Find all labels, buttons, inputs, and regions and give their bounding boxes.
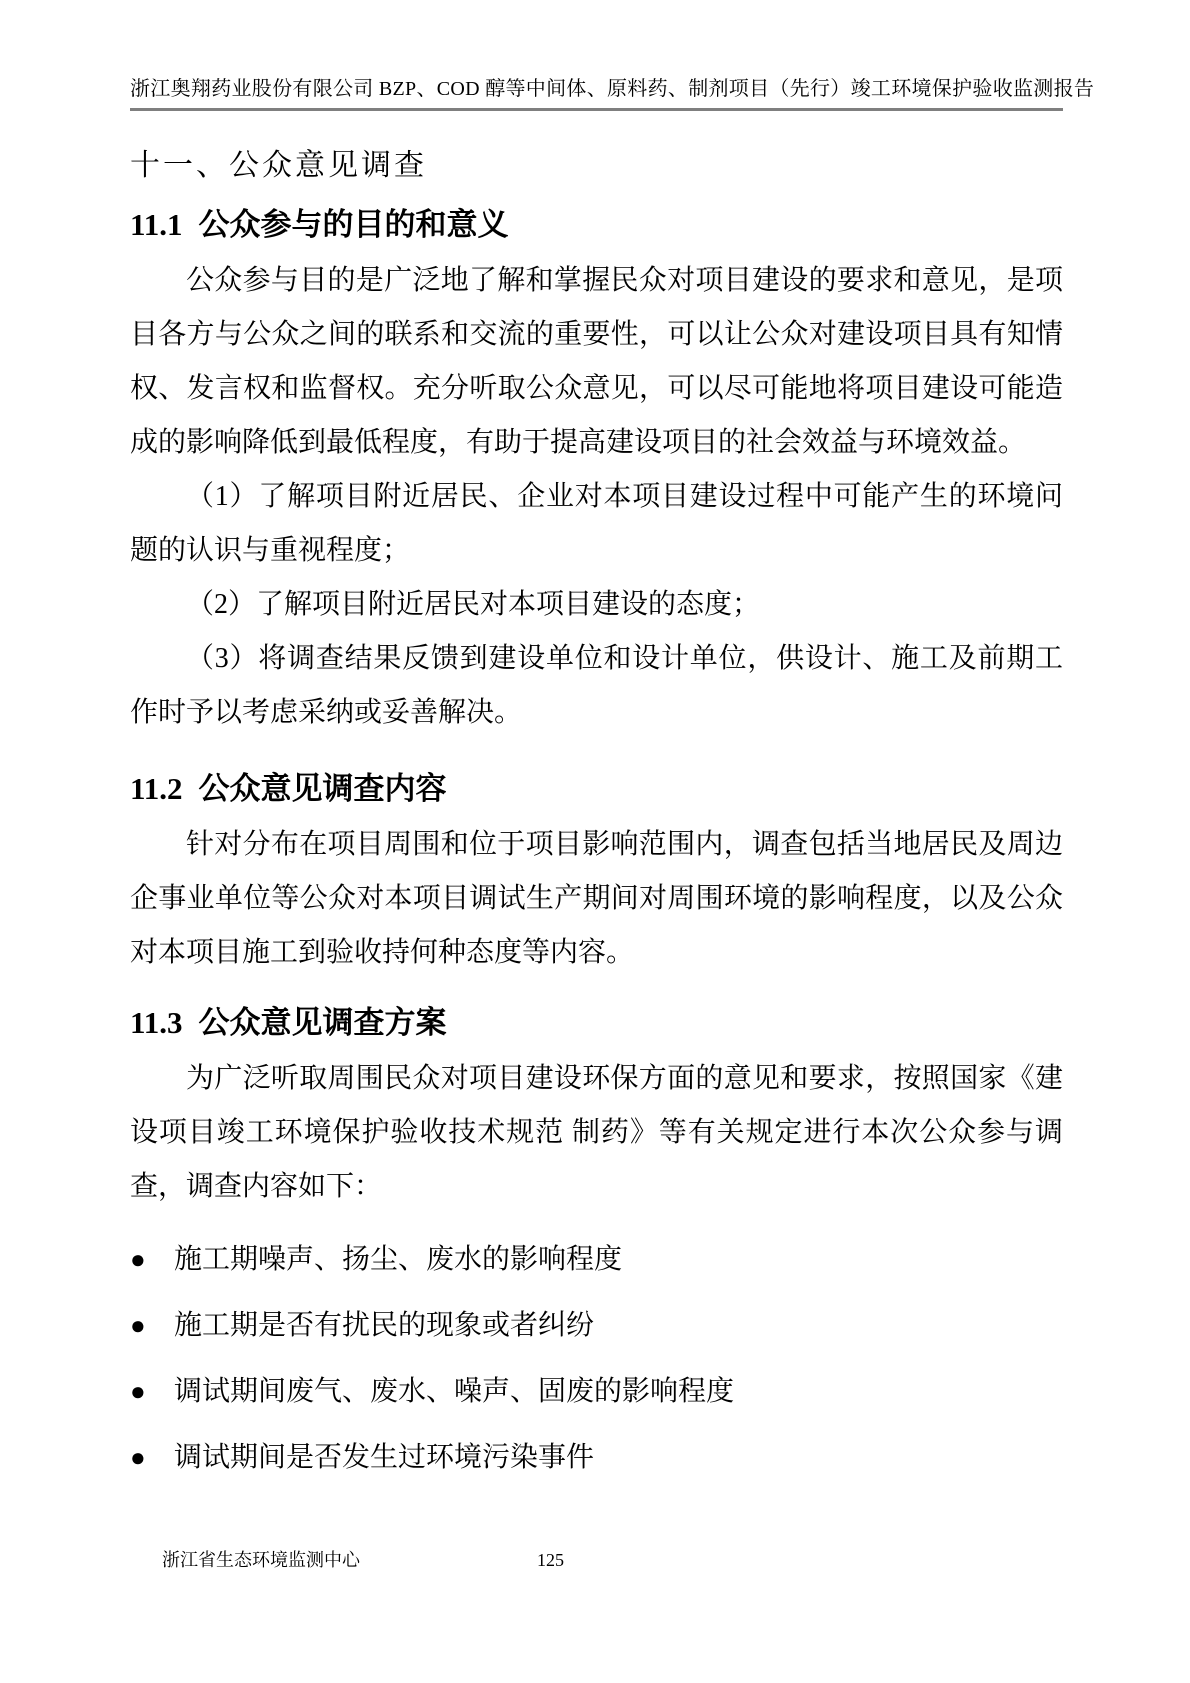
list-item — [130, 1240, 1063, 1280]
section-title: 公众意见调查方案 — [198, 1005, 447, 1040]
footer-organization: 浙江省生态环境监测中心 — [162, 1550, 360, 1570]
paragraph: 针对分布在项目周围和位于项目影响范围内，调查包括当地居民及周边企事业单位等公众对本项目调试生产期间对周围环境的影响程度，以及公众对本项目施工到验收持何种态度等内容。 — [130, 829, 1063, 968]
paragraph: （1）了解项目附近居民、企业对本项目建设过程中可能产生的环境问题的认识与重视程度； — [130, 481, 1063, 566]
survey-item-list — [130, 1240, 1063, 1478]
list-item — [130, 1306, 1063, 1346]
footer-page-number: 125 — [537, 1550, 564, 1570]
section-heading-11-3 — [130, 1004, 1063, 1042]
section-body-11-2 — [130, 818, 1063, 980]
section-body-11-3 — [130, 1052, 1063, 1214]
paragraph: （3）将调查结果反馈到建设单位和设计单位，供设计、施工及前期工作时予以考虑采纳或妥善解决。 — [130, 643, 1063, 728]
section-number: 11.2 — [130, 771, 183, 806]
bullet-icon: ● — [130, 1377, 146, 1406]
section-number: 11.1 — [130, 207, 183, 242]
list-item-text: 施工期是否有扰民的现象或者纠纷 — [174, 1310, 595, 1341]
paragraph: 公众参与目的是广泛地了解和掌握民众对项目建设的要求和意见，是项目各方与公众之间的联系和交流的重要性，可以让公众对建设项目具有知情权、发言权和监督权。充分听取公众意见，可以尽可能地将项目建设可能造成的影响降低到最低程度，有助于提高建设项目的社会效益与环境效益。 — [130, 265, 1063, 458]
list-item — [130, 1372, 1063, 1412]
bullet-icon: ● — [130, 1245, 146, 1274]
paragraph: （2）了解项目附近居民对本项目建设的态度； — [186, 589, 761, 620]
page-header-title: 浙江奥翔药业股份有限公司 BZP、COD 醇等中间体、原料药、制剂项目（先行）竣工环境保护验收监测报告 — [130, 78, 1095, 100]
paragraph: 为广泛听取周围民众对项目建设环保方面的意见和要求，按照国家《建设项目竣工环境保护验收技术规范 制药》等有关规定进行本次公众参与调查，调查内容如下： — [130, 1063, 1063, 1202]
section-body-11-1 — [130, 254, 1063, 740]
section-title: 公众意见调查内容 — [198, 771, 447, 806]
bullet-icon: ● — [130, 1311, 146, 1340]
page-header — [130, 76, 1095, 111]
list-item — [130, 1438, 1063, 1478]
section-heading-11-2 — [130, 770, 1063, 808]
list-item-text: 施工期噪声、扬尘、废水的影响程度 — [174, 1244, 623, 1275]
bullet-icon: ● — [130, 1443, 146, 1472]
list-item-text: 调试期间废气、废水、噪声、固废的影响程度 — [174, 1376, 735, 1407]
section-number: 11.3 — [130, 1005, 183, 1040]
list-item-text: 调试期间是否发生过环境污染事件 — [174, 1442, 595, 1473]
chapter-title: 十一、公众意见调查 — [130, 149, 427, 182]
section-heading-11-1 — [130, 206, 1063, 244]
section-title: 公众参与的目的和意义 — [198, 207, 509, 242]
page-content — [130, 113, 1063, 1504]
